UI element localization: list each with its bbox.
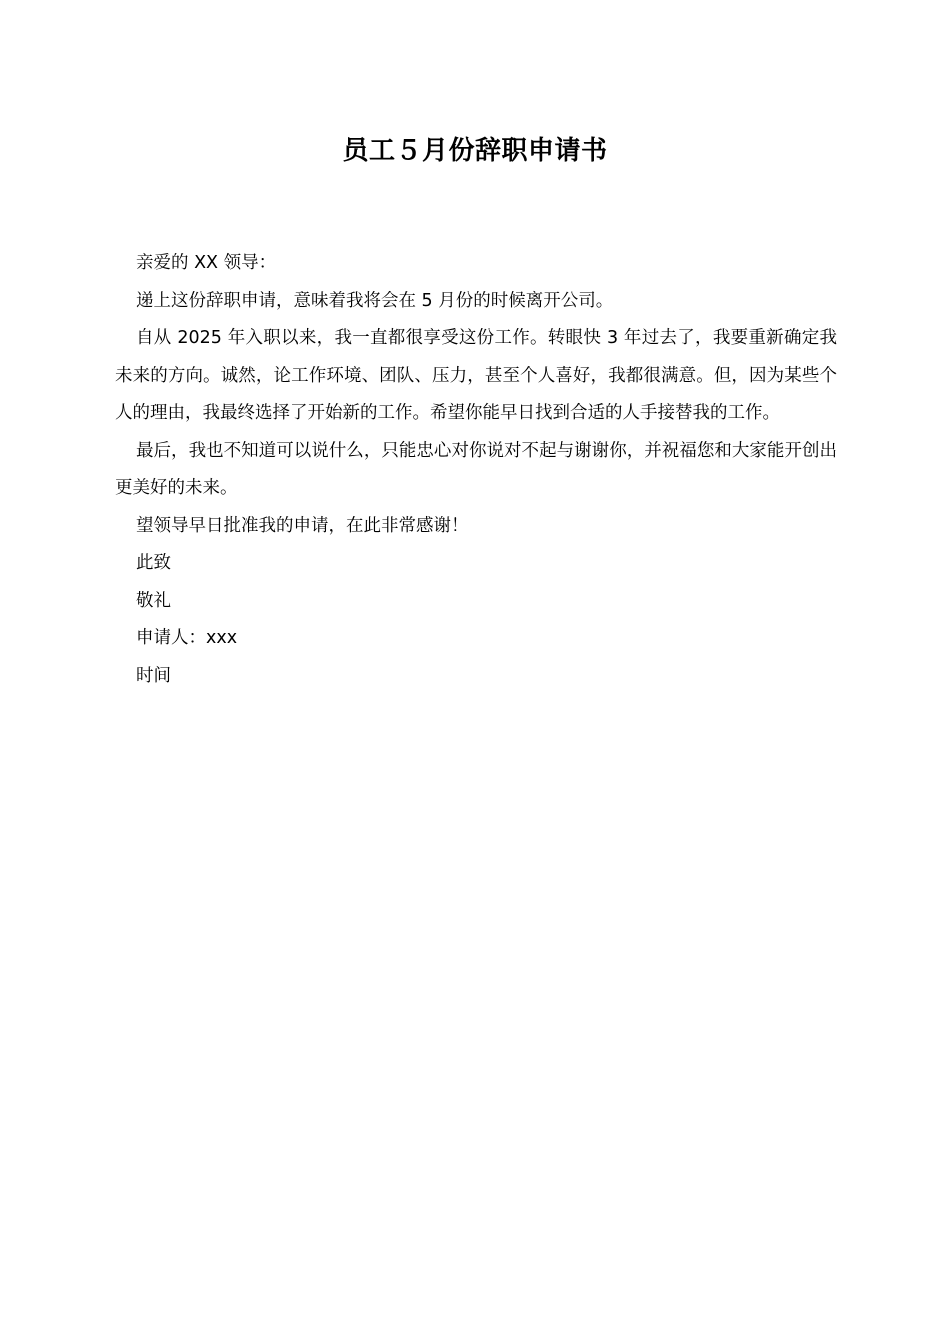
thanks-paragraph: 最后，我也不知道可以说什么，只能忠心对你说对不起与谢谢你，并祝福您和大家能开创出更美好的未来。 <box>115 440 837 498</box>
intro-paragraph: 递上这份辞职申请，意味着我将会在 5 月份的时候离开公司。 <box>136 290 614 311</box>
reason-paragraph: 自从 2025 年入职以来，我一直都很享受这份工作。转眼快 3 年过去了，我要重新确定我未来的方向。诚然，论工作环境、团队、压力，甚至个人喜好，我都很满意。但，因为某些个人的理由，我最终选择了开始新的工作。希望你能早日找到合适的人手接替我的工作。 <box>115 328 837 423</box>
applicant-line: 申请人：xxx <box>136 628 238 648</box>
salutation: 亲爱的 XX 领导： <box>136 253 277 273</box>
letter-body <box>115 245 837 695</box>
date-line: 时间 <box>136 665 171 686</box>
closing-line: 此致 <box>136 553 171 573</box>
document-title: 员工５月份辞职申请书 <box>342 136 608 166</box>
request-paragraph: 望领导早日批准我的申请，在此非常感谢！ <box>136 515 469 536</box>
regards-line: 敬礼 <box>136 590 171 611</box>
